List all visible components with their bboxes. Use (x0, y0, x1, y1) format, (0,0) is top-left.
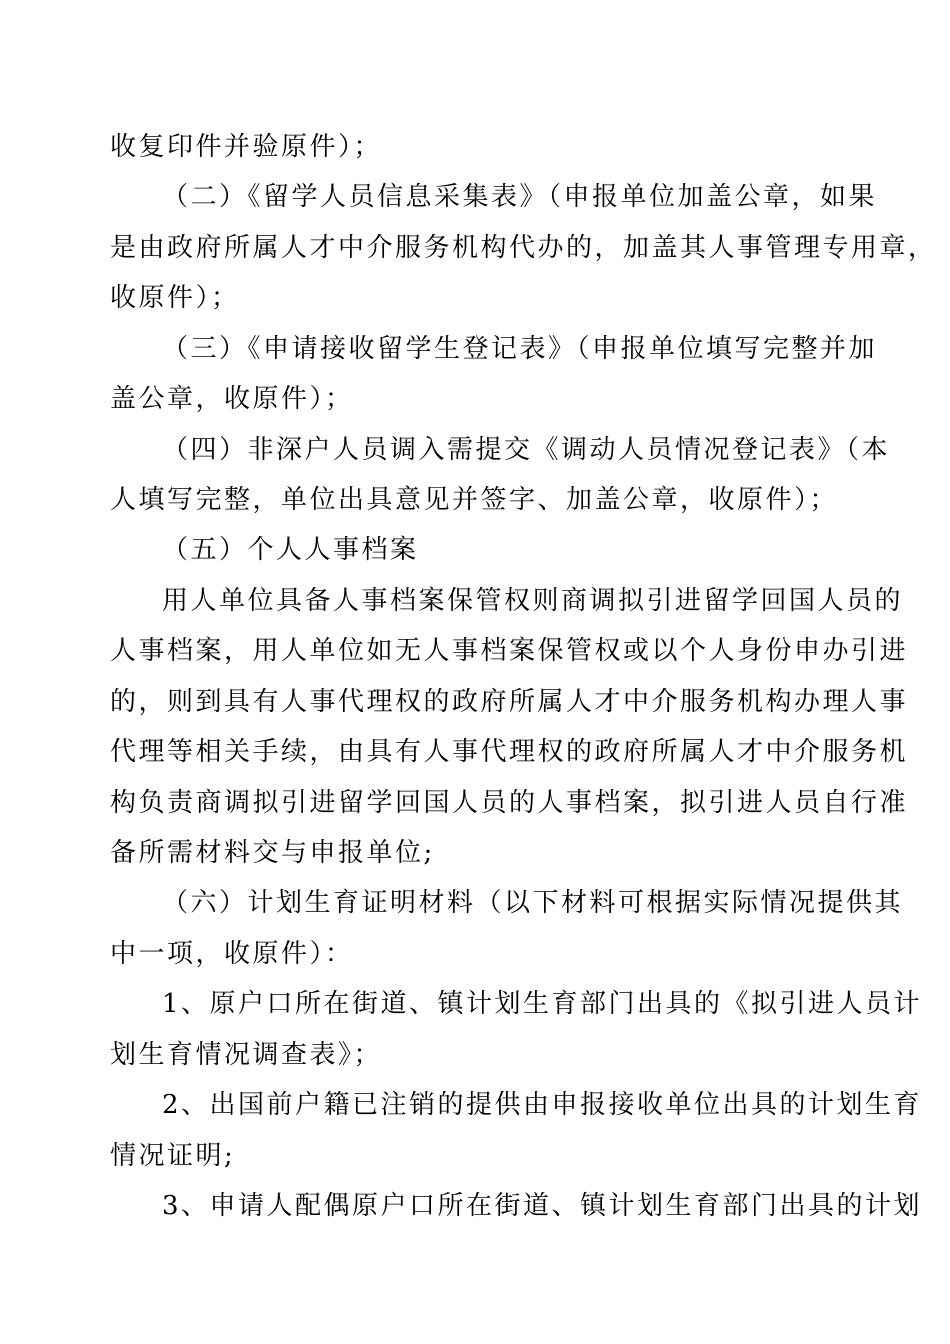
text-line: 1、原户口所在街道、镇计划生育部门出具的《拟引进人员计 (162, 989, 923, 1019)
text-line: 2、出国前户籍已注销的提供由申报接收单位出具的计划生育 (162, 1090, 923, 1120)
text-line: 3、申请人配偶原户口所在街道、镇计划生育部门出具的计划 (162, 1191, 923, 1221)
text-line: （六）计划生育证明材料（以下材料可根据实际情况提供其 (162, 888, 904, 918)
text-line: （二）《留学人员信息采集表》（申报单位加盖公章，如果 (162, 182, 878, 212)
text-line: 中一项，收原件）： (110, 939, 354, 969)
text-line: 构负责商调拟引进留学回国人员的人事档案，拟引进人员自行准 (110, 788, 909, 818)
text-line: （三）《申请接收留学生登记表》（申报单位填写完整并加 (162, 334, 878, 364)
text-line: 是由政府所属人才中介服务机构代办的，加盖其人事管理专用章， (110, 233, 937, 263)
text-line: 收复印件并验原件）； (110, 132, 383, 162)
text-line: 用人单位具备人事档案保管权则商调拟引进留学回国人员的 (162, 586, 904, 616)
text-line: 备所需材料交与申报单位; (110, 838, 435, 868)
text-line: 人填写完整，单位出具意见并签字、加盖公章，收原件）； (110, 485, 839, 515)
text-line: 代理等相关手续，由具有人事代理权的政府所属人才中介服务机 (110, 737, 909, 767)
text-line: 人事档案，用人单位如无人事档案保管权或以个人身份申办引进 (110, 636, 909, 666)
text-line: 情况证明; (110, 1141, 236, 1171)
text-line: 盖公章，收原件）； (110, 384, 354, 414)
text-line: 收原件）； (110, 283, 240, 313)
text-line: （四）非深户人员调入需提交《调动人员情况登记表》（本 (162, 435, 891, 465)
text-line: （五）个人人事档案 (162, 535, 419, 565)
text-line: 划生育情况调查表》； (110, 1040, 383, 1070)
text-line: 的，则到具有人事代理权的政府所属人才中介服务机构办理人事 (110, 687, 909, 717)
